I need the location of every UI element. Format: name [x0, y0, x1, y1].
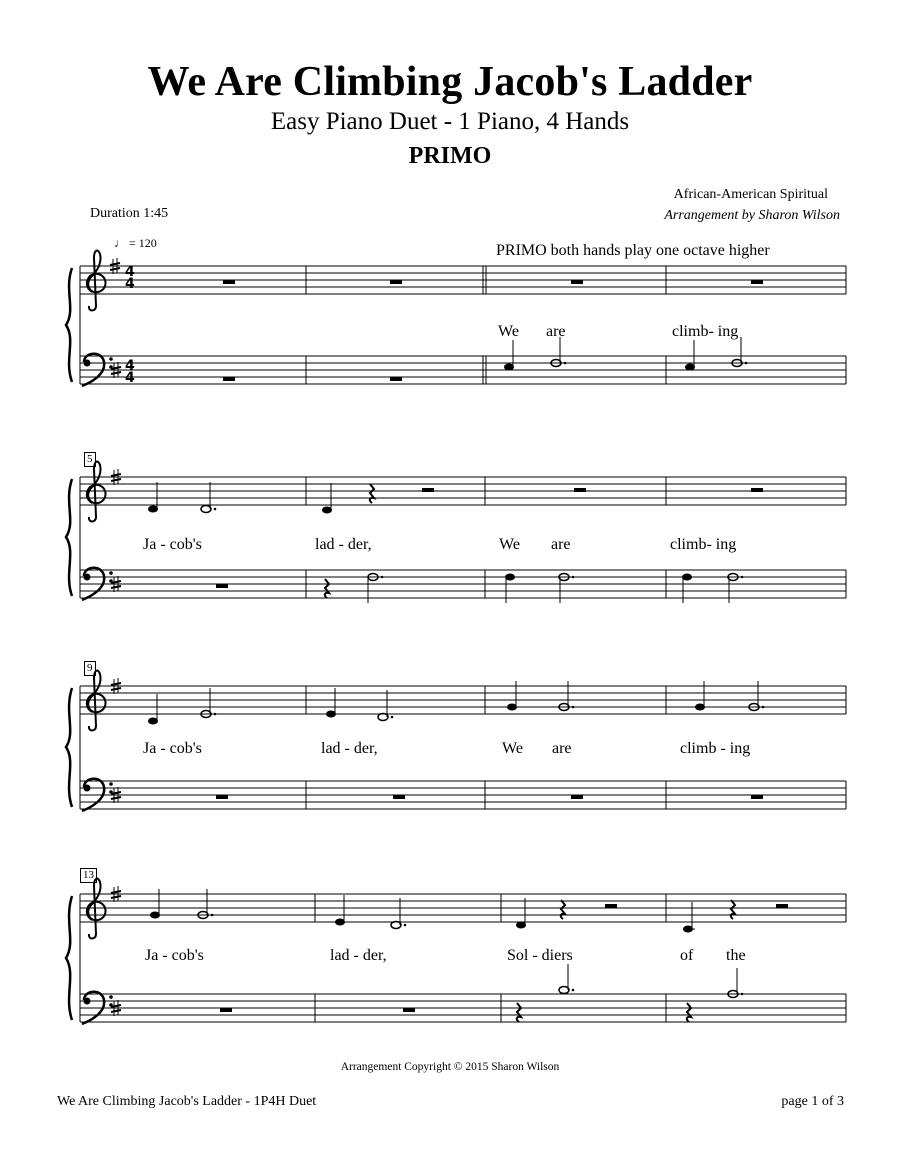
- measure-number: 5: [84, 452, 96, 467]
- system-1: [66, 251, 846, 386]
- system-1-treble-staff: [80, 266, 846, 294]
- page-title: We Are Climbing Jacob's Ladder: [147, 59, 753, 105]
- lyric: are: [546, 323, 566, 340]
- system-3-bass-staff: [80, 781, 846, 809]
- part-label: PRIMO: [408, 143, 492, 169]
- footer-title: We Are Climbing Jacob's Ladder - 1P4H Duet: [57, 1094, 317, 1109]
- system-4-treble-notes: [150, 889, 788, 933]
- time-signature-icon: [125, 264, 135, 292]
- composer-credit: African-American Spiritual: [673, 187, 828, 202]
- music-score: 4 4: [0, 0, 900, 1164]
- system-1-bass-staff: [80, 356, 846, 384]
- treble-clef-icon: [87, 671, 106, 731]
- system-brace: [66, 688, 72, 807]
- treble-clef-icon: [87, 462, 106, 522]
- lyric: We: [498, 323, 519, 340]
- system-3-treble-staff: [80, 686, 846, 714]
- lyric: Sol - diers: [507, 947, 573, 964]
- system-2-treble-staff: [80, 477, 846, 505]
- lyric: climb- ing: [670, 536, 737, 553]
- system-brace: [66, 268, 72, 382]
- lyric: climb- ing: [672, 323, 739, 340]
- lyric: are: [552, 740, 572, 757]
- lyric: We: [499, 536, 520, 553]
- measure-number: 9: [84, 661, 96, 676]
- copyright-notice: Arrangement Copyright © 2015 Sharon Wilson: [340, 1061, 560, 1073]
- system-2-bass-notes: [216, 574, 743, 604]
- lyric: are: [551, 536, 571, 553]
- lyric: the: [726, 947, 746, 964]
- lyric: Ja - cob's: [143, 536, 202, 553]
- lyric: lad - der,: [321, 740, 378, 757]
- system-1-bass-notes: [504, 337, 747, 371]
- page-number: page 1 of 3: [781, 1094, 844, 1109]
- lyric: lad - der,: [315, 536, 372, 553]
- treble-clef-icon: [87, 879, 106, 939]
- system-4-bass-notes: [220, 964, 743, 1022]
- duration-text: Duration 1:45: [90, 206, 169, 221]
- system-3-treble-notes: [148, 681, 764, 725]
- performance-instruction: PRIMO both hands play one octave higher: [496, 242, 770, 259]
- system-3-bass-rests: [216, 795, 763, 799]
- lyric: We: [502, 740, 523, 757]
- treble-clef-icon: [87, 251, 106, 311]
- quarter-note-icon: ♩: [114, 236, 126, 250]
- system-brace: [66, 479, 72, 596]
- page-subtitle: Easy Piano Duet - 1 Piano, 4 Hands: [270, 108, 630, 135]
- lyric: Ja - cob's: [145, 947, 204, 964]
- system-brace: [66, 896, 72, 1020]
- lyric: lad - der,: [330, 947, 387, 964]
- system-4-bass-staff: [80, 994, 846, 1022]
- arranger-credit: Arrangement by Sharon Wilson: [664, 208, 840, 223]
- tempo-value: = 120: [129, 236, 157, 250]
- lyric: of: [680, 947, 694, 964]
- measure-number: 13: [80, 868, 97, 883]
- lyric: climb - ing: [680, 740, 751, 757]
- system-2: [66, 462, 846, 603]
- time-signature-icon: [125, 358, 135, 386]
- lyric: Ja - cob's: [143, 740, 202, 757]
